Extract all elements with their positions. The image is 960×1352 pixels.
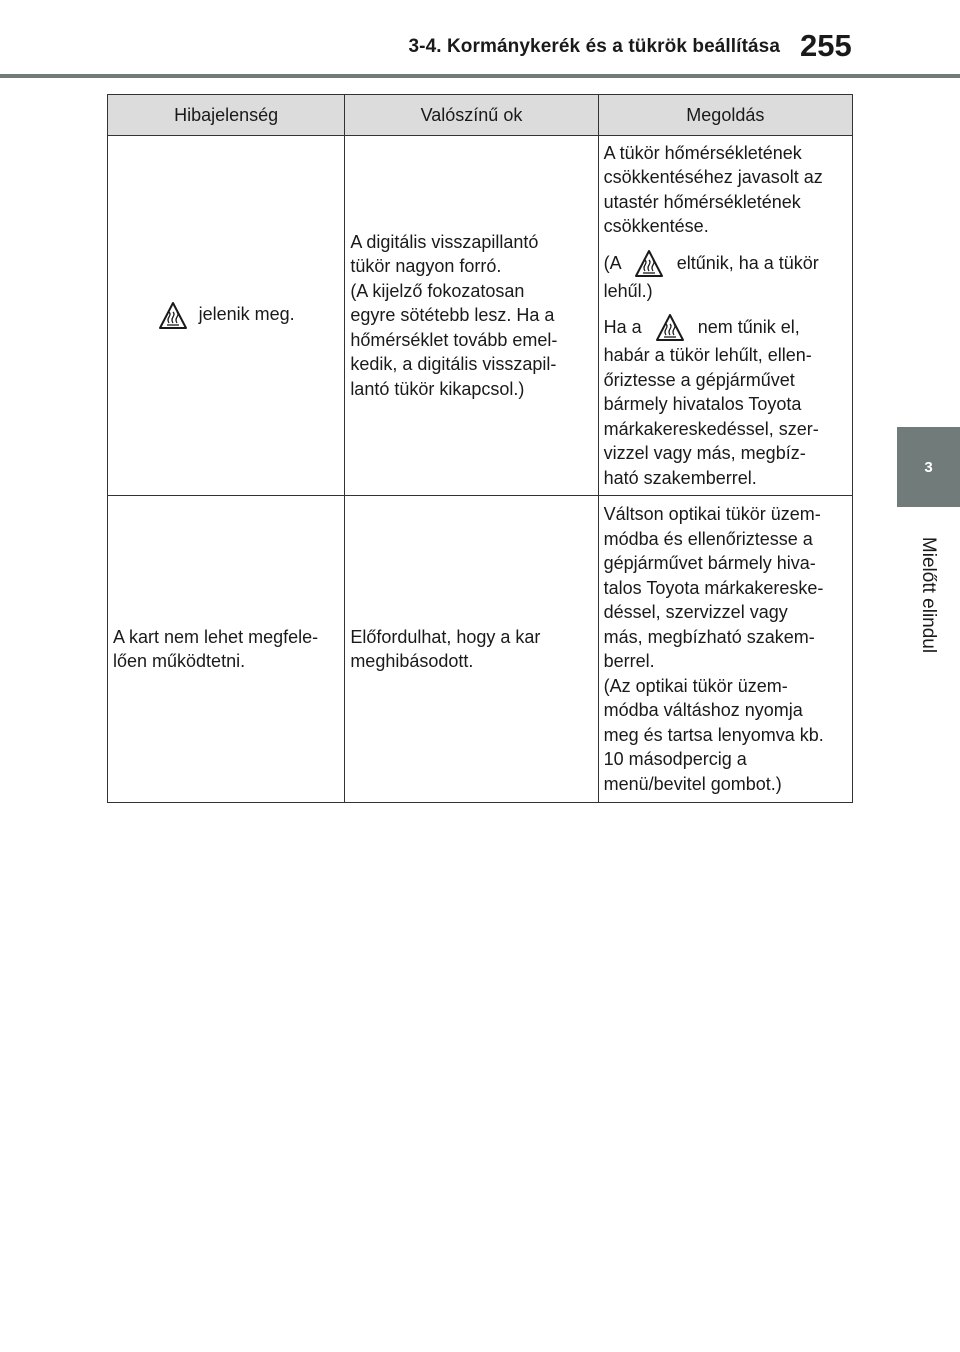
solution-line: gépjárművet bármely hiva- xyxy=(603,553,816,573)
solution-line: más, megbízható szakem- xyxy=(603,626,815,647)
header-solution: Megoldás xyxy=(598,95,852,136)
solution-line: meg és tartsa lenyomva kb. xyxy=(603,724,824,745)
solution-line: Váltson optikai tükör üzem- xyxy=(603,504,821,524)
solution-line: menü/bevitel gombot.) xyxy=(603,773,782,794)
solution-text: (A xyxy=(603,252,621,273)
table-header-row xyxy=(108,95,853,136)
solution-paragraph-2 xyxy=(604,249,847,304)
solution-line: bármely hivatalos Toyota xyxy=(603,394,802,415)
cause-line: hőmérséklet tovább emel- xyxy=(350,329,558,350)
solution-paragraph-3 xyxy=(604,313,847,490)
cause-line: Előfordulhat, hogy a kar xyxy=(350,626,541,647)
hot-mirror-warning-icon xyxy=(158,301,188,331)
solution-line: talos Toyota márkakereske- xyxy=(603,577,824,598)
hot-mirror-warning-icon xyxy=(655,313,685,343)
solution-line: csökkentéséhez javasolt az xyxy=(603,167,823,188)
header-symptom: Hibajelenség xyxy=(108,95,345,136)
solution-line: 10 másodpercig a xyxy=(603,749,747,769)
cause-line: A digitális visszapillantó xyxy=(350,231,539,252)
solution-text: nem tűnik el, xyxy=(697,317,800,337)
page-number: 255 xyxy=(800,28,852,63)
cause-cell xyxy=(345,496,598,803)
chapter-number: 3 xyxy=(924,458,933,476)
solution-line: vizzel vagy más, megbíz- xyxy=(603,443,806,464)
solution-line: csökkentése. xyxy=(603,216,709,237)
cause-cell xyxy=(345,136,598,496)
solution-line: berrel. xyxy=(603,651,655,671)
chapter-title-vertical xyxy=(897,510,960,680)
solution-line: módba és ellenőriztesse a xyxy=(603,528,813,549)
solution-line: márkakereskedéssel, szer- xyxy=(603,418,819,439)
cause-line: lantó tükör kikapcsol.) xyxy=(350,378,525,399)
header-cause: Valószínű ok xyxy=(345,95,598,136)
symptom-line: lően működtetni. xyxy=(113,651,246,671)
solution-line: ható szakemberrel. xyxy=(603,467,757,488)
cause-line: tükör nagyon forró. xyxy=(350,256,502,277)
solution-text: eltűnik, ha a tükör xyxy=(676,252,819,273)
solution-text: Ha a xyxy=(603,317,642,337)
hot-mirror-warning-icon xyxy=(634,249,664,279)
solution-line: módba váltáshoz nyomja xyxy=(603,700,803,720)
solution-line: A tükör hőmérsékletének xyxy=(603,142,802,163)
symptom-cell xyxy=(108,496,345,803)
header-section-title: 3-4. Kormánykerék és a tükrök beállítása xyxy=(408,36,780,57)
cause-line: kedik, a digitális visszapil- xyxy=(350,354,557,375)
cause-line: (A kijelző fokozatosan xyxy=(350,280,525,301)
troubleshooting-table xyxy=(107,94,853,803)
solution-line: déssel, szervizzel vagy xyxy=(603,602,788,622)
solution-cell xyxy=(598,136,852,496)
solution-line: lehűl.) xyxy=(603,280,653,301)
solution-cell xyxy=(598,496,852,803)
chapter-title: Mielőtt elindul xyxy=(918,536,940,654)
cause-line: meghibásodott. xyxy=(350,651,474,671)
solution-line: (Az optikai tükör üzem- xyxy=(603,675,788,696)
solution-line: utastér hőmérsékletének xyxy=(603,191,801,212)
chapter-tab xyxy=(897,427,960,507)
symptom-cell xyxy=(108,136,345,496)
solution-line: őriztesse a gépjárművet xyxy=(603,369,795,390)
symptom-line: A kart nem lehet megfele- xyxy=(113,626,319,647)
solution-line: habár a tükör lehűlt, ellen- xyxy=(603,345,812,366)
table-row xyxy=(108,136,853,496)
table-row xyxy=(108,496,853,803)
header-rule xyxy=(0,74,960,78)
solution-paragraph-1 xyxy=(604,141,847,239)
cause-line: egyre sötétebb lesz. Ha a xyxy=(350,305,555,326)
symptom-text: jelenik meg. xyxy=(198,304,295,325)
